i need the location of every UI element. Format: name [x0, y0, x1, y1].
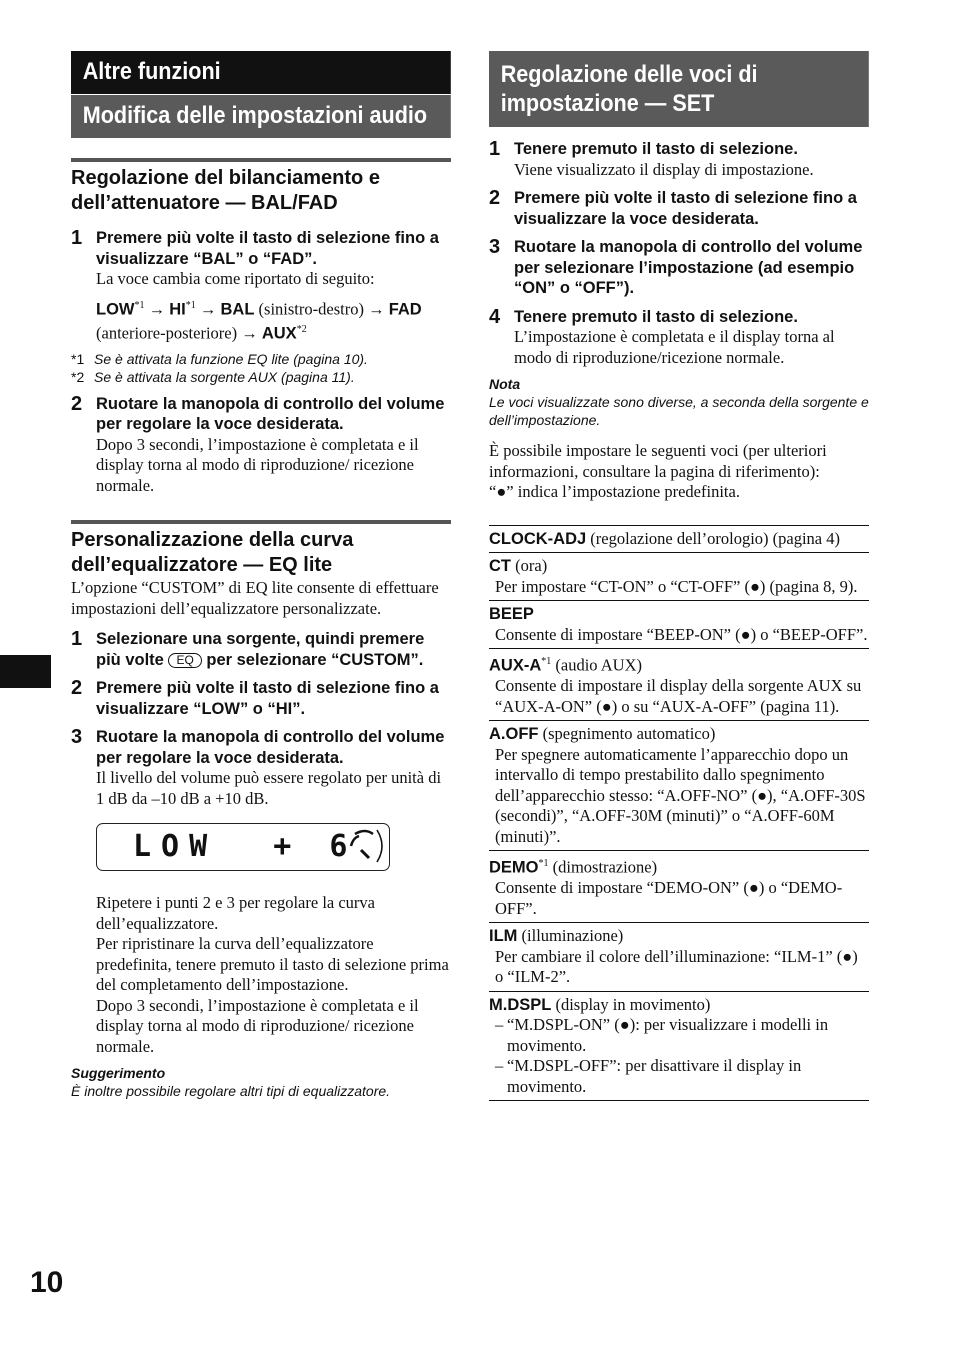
step-title: Tenere premuto il tasto di selezione. — [514, 140, 798, 158]
setting-row-ct — [489, 553, 869, 601]
step-number: 2 — [71, 677, 83, 699]
step-number: 2 — [489, 187, 501, 209]
set-default-legend: “●” indica l’impostazione predefinita. — [489, 482, 740, 501]
setting-key: CLOCK-ADJ — [489, 529, 587, 548]
setting-text: Consente di impostare “DEMO-ON” (●) o “DEMO-OFF”. — [495, 878, 843, 918]
step-title: Tenere premuto il tasto di selezione. — [514, 307, 798, 326]
arrow-icon: → — [199, 300, 217, 318]
seq-bal: BAL — [220, 300, 255, 318]
step-number: 1 — [71, 628, 83, 650]
setting-row-mdspl — [489, 992, 869, 1102]
seq-bal-desc: (sinistro-destro) — [258, 299, 364, 318]
eq-after-text-1: Ripetere i punti 2 e 3 per regolare la curva dell’equalizzatore. — [96, 893, 376, 933]
setting-row-a-off — [489, 721, 869, 851]
setting-bullet-1 — [489, 1015, 869, 1056]
note-box — [489, 376, 869, 429]
setting-text: Consente di impostare “BEEP-ON” (●) o “BEEP-OFF”. — [495, 624, 868, 644]
setting-desc: (regolazione dell’orologio) (pagina 4) — [590, 528, 840, 548]
chapter-heading: Altre funzioni — [71, 51, 451, 94]
footnote-mark: *1 — [71, 350, 85, 367]
setting-key: ILM — [489, 927, 518, 945]
bal-step-1 — [71, 228, 451, 344]
section-tab-marker — [0, 655, 51, 688]
arrow-icon: → — [241, 324, 258, 342]
step-number: 1 — [71, 227, 83, 249]
sup: *1 — [538, 858, 549, 869]
set-step-3 — [489, 237, 869, 299]
eq-after-text-2: Per ripristinare la curva dell’equalizzatore predefinita, tenere premuto il tasto di selezione prima del completamento dell’impostazione. — [96, 934, 449, 994]
step-title: Premere più volte il tasto di selezione fino a visualizzare la voce desiderata. — [514, 189, 857, 228]
setting-bullet-2 — [489, 1056, 869, 1097]
set-intro: È possibile impostare le seguenti voci (per ulteriori informazioni, consultare la pagina di riferimento): — [489, 441, 827, 481]
setting-row-demo — [489, 851, 869, 923]
setting-key: M.DSPL — [489, 995, 552, 1014]
setting-desc: (display in movimento) — [555, 994, 711, 1014]
step-text: Dopo 3 secondi, l’impostazione è completata e il display torna al modo di riproduzione/ ricezione normale. — [96, 434, 419, 495]
setting-row-clock-adj — [489, 526, 869, 554]
lcd-text: LOW + 6 — [133, 829, 358, 864]
footnote-1 — [71, 350, 451, 368]
step-title: Premere più volte il tasto di selezione fino a visualizzare “LOW” o “HI”. — [96, 679, 439, 718]
left-column — [71, 51, 451, 1100]
setting-desc: (dimostrazione) — [552, 857, 658, 877]
step-title: Ruotare la manopola di controllo del volume per regolare la voce desiderata. — [96, 394, 445, 433]
step-title: Premere più volte il tasto di selezione fino a visualizzare “BAL” o “FAD”. — [96, 229, 439, 268]
step-text: Il livello del volume può essere regolato per unità di 1 dB da –10 dB a +10 dB. — [96, 768, 442, 808]
footnote-2 — [71, 368, 451, 386]
footnote-text: Se è attivata la sorgente AUX (pagina 11). — [94, 368, 355, 385]
setting-row-aux-a — [489, 649, 869, 721]
arrow-icon: → — [148, 300, 166, 318]
setting-key: A.OFF — [489, 725, 539, 743]
seq-hi: HI — [169, 300, 186, 318]
step-number: 2 — [71, 392, 83, 415]
bal-step-2 — [71, 394, 451, 497]
section-heading-audio: Modifica delle impostazioni audio — [71, 94, 451, 138]
eq-step-2 — [71, 678, 451, 719]
dash-icon: – — [495, 1015, 504, 1034]
step-text: La voce cambia come riportato di seguito: — [96, 269, 375, 288]
bullet-text: “M.DSPL-ON” (●): per visualizzare i modelli in movimento. — [507, 1015, 829, 1055]
eq-step-3 — [71, 727, 451, 1057]
setting-text: Per cambiare il colore dell’illuminazione: “ILM-1” (●) o “ILM-2”. — [495, 946, 858, 986]
eq-after-text-3: Dopo 3 secondi, l’impostazione è completata e il display torna al modo di riproduzione/ ricezione normale. — [96, 995, 419, 1056]
bullet-text: “M.DSPL-OFF”: per disattivare il display in movimento. — [507, 1056, 802, 1096]
setting-key: AUX-A — [489, 656, 542, 675]
set-step-1 — [489, 139, 869, 180]
setting-key: DEMO — [489, 858, 539, 877]
setting-row-beep — [489, 601, 869, 649]
settings-table — [489, 525, 869, 1102]
seq-fad: FAD — [388, 300, 422, 318]
setting-text: Consente di impostare il display della sorgente AUX su “AUX-A-ON” (●) o su “AUX-A-OFF” (pagina 11). — [495, 676, 862, 716]
section-heading-set: Regolazione delle voci di impostazione — SET — [489, 51, 869, 127]
subsection-title-eq-lite: Personalizzazione della curva dell’equalizzatore — EQ lite — [71, 520, 451, 578]
dash-icon: – — [495, 1056, 504, 1075]
sup: *1 — [134, 299, 145, 311]
setting-row-ilm — [489, 923, 869, 992]
seq-low: LOW — [96, 300, 135, 318]
tip-heading: Suggerimento — [71, 1065, 166, 1081]
eq-button-icon: EQ — [168, 653, 201, 668]
seq-aux: AUX — [261, 324, 297, 342]
set-step-2 — [489, 188, 869, 229]
tip-box — [71, 1065, 451, 1100]
footnote-text: Se è attivata la funzione EQ lite (pagina 10). — [94, 350, 368, 367]
eq-step-1 — [71, 629, 451, 670]
step-number: 1 — [489, 138, 501, 160]
volume-knob-icon — [337, 824, 387, 868]
set-step-4 — [489, 307, 869, 369]
footnotes — [71, 350, 451, 386]
arrow-icon: → — [368, 300, 385, 318]
setting-text: Per spegnere automaticamente l’apparecchio dopo un intervallo di tempo prestabilito dallo spegnimento dell’apparecchio stesso: “A.OFF-NO” (●), “A.OFF-30S (secondi)”, “A.OFF-30M (minuti)” o “A.OFF-60M (minuti)”. — [495, 744, 866, 846]
setting-key: BEEP — [489, 605, 534, 623]
step-title: Ruotare la manopola di controllo del volume per selezionare l’impostazione (ad esempio “ON” o “OFF”). — [514, 238, 863, 297]
right-column — [489, 51, 869, 1101]
setting-desc: (ora) — [515, 556, 548, 575]
step-number: 4 — [489, 305, 501, 328]
seq-fad-desc: (anteriore-posteriore) — [96, 323, 238, 342]
step-title: Ruotare la manopola di controllo del volume per regolare la voce desiderata. — [96, 728, 445, 767]
subsection-title-bal-fad: Regolazione del bilanciamento e dell’attenuatore — BAL/FAD — [71, 158, 451, 216]
setting-key: CT — [489, 557, 511, 575]
step-number: 3 — [71, 726, 83, 748]
note-text: Le voci visualizzate sono diverse, a seconda della sorgente e dell’impostazione. — [489, 394, 869, 428]
step-title-part: per selezionare “CUSTOM”. — [206, 650, 424, 669]
step-text: Viene visualizzato il display di impostazione. — [514, 159, 814, 179]
footnote-mark: *2 — [71, 368, 85, 385]
sup: *1 — [541, 656, 552, 667]
note-heading: Nota — [489, 376, 521, 392]
lcd-display-illustration — [96, 823, 390, 871]
tip-text: È inoltre possibile regolare altri tipi di equalizzatore. — [71, 1083, 391, 1099]
bal-sequence — [96, 296, 451, 344]
step-title-part: Selezionare una sorgente, quindi premere più volte — [96, 630, 425, 669]
sup: *2 — [296, 323, 307, 335]
page-number: 10 — [30, 1266, 64, 1299]
step-text: L’impostazione è completata e il display torna al modo di riproduzione/ricezione normale. — [514, 327, 835, 367]
sup: *1 — [185, 299, 196, 311]
setting-desc: (spegnimento automatico) — [542, 724, 716, 743]
eq-intro: L’opzione “CUSTOM” di EQ lite consente di effettuare impostazioni dell’equalizzatore personalizzate. — [71, 578, 439, 618]
setting-desc: (audio AUX) — [555, 655, 642, 675]
setting-text: Per impostare “CT-ON” o “CT-OFF” (●) (pagina 8, 9). — [495, 576, 858, 596]
step-number: 3 — [489, 236, 501, 258]
setting-desc: (illuminazione) — [521, 926, 624, 945]
